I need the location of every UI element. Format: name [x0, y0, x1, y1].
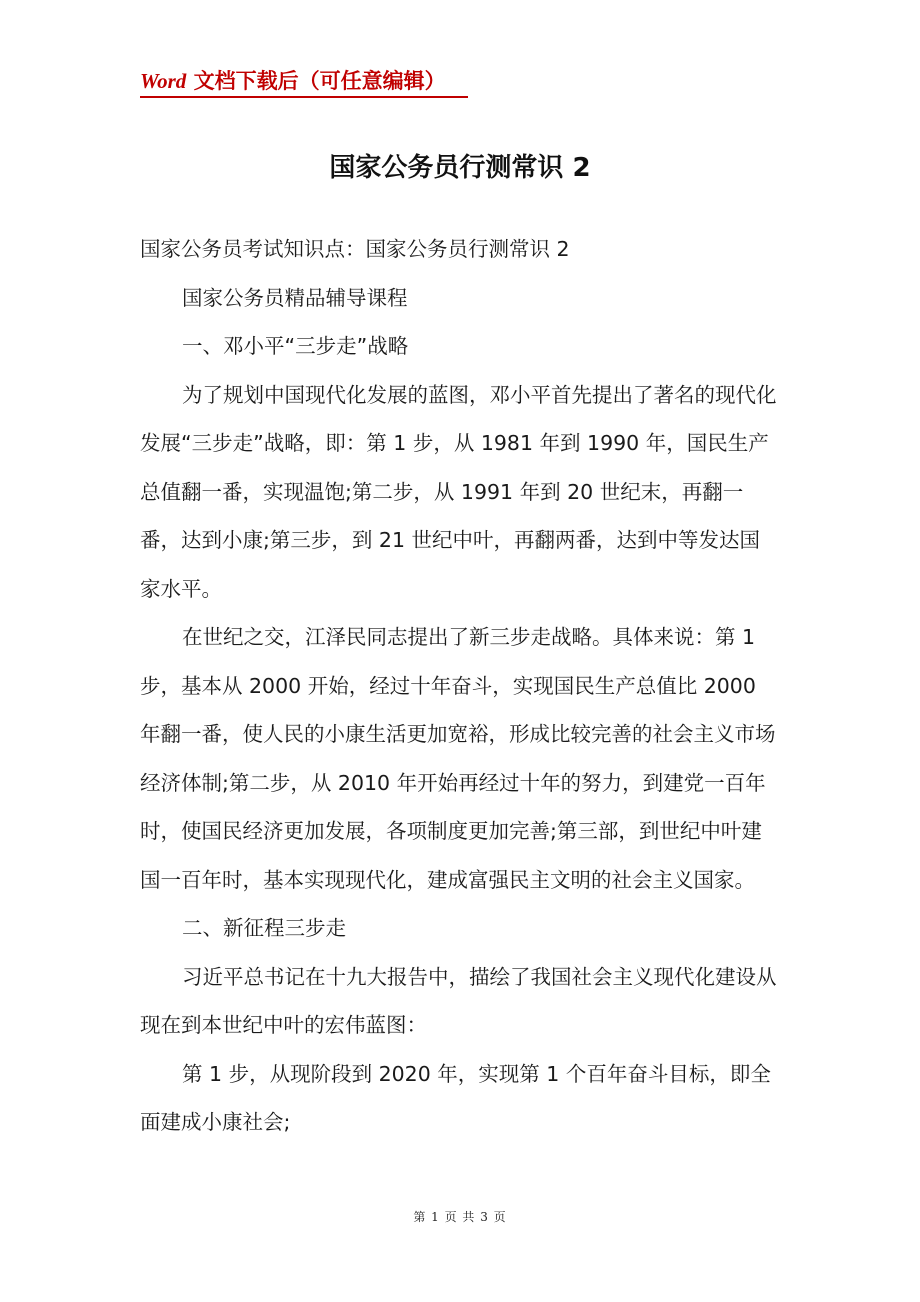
section-heading-1: 一、邓小平“三步走”战略 [182, 334, 409, 358]
paragraph: 习近平总书记在十九大报告中，描绘了我国社会主义现代化建设从现在到本世纪中叶的宏伟蓝图： [140, 964, 777, 1037]
header-rest: 文档下载后（可任意编辑） [186, 69, 446, 93]
paragraph-course: 国家公务员精品辅导课程 [182, 285, 408, 310]
section-heading-2: 二、新征程三步走 [182, 916, 346, 940]
paragraph: 第 1 步，从现阶段到 2020 年，实现第 1 个百年奋斗目标，即全面建成小康社会; [140, 1061, 771, 1134]
paragraph-intro: 国家公务员考试知识点：国家公务员行测常识 2 [140, 237, 570, 261]
paragraph: 在世纪之交，江泽民同志提出了新三步走战略。具体来说：第 1 步，基本从 2000 开始，经过十年奋斗，实现国民生产总值比 2000 年翻一番，使人民的小康生活更加宽裕，形成比较完善的社会主义市场经济体制;第二步，从 2010 年开始再经过十年的努力，到建党一百年时，使国民经济更加发展，各项制度更加完善;第三部，到世纪中叶建国一百年时，基本实现现代化，建成富强民主文明的社会主义国家。 [140, 625, 776, 892]
download-edit-link[interactable] [140, 66, 446, 96]
document-title: 国家公务员行测常识 2 [329, 153, 591, 183]
page-number: 第 1 页 共 3 页 [413, 1210, 507, 1224]
paragraph: 为了规划中国现代化发展的蓝图，邓小平首先提出了著名的现代化发展“三步走”战略，即：第 1 步，从 1981 年到 1990 年，国民生产总值翻一番，实现温饱;第二步，从 1991 年到 20 世纪末，再翻一番，达到小康;第三步，到 21 世纪中叶，再翻两番，达到中等发达国家水平。 [140, 382, 777, 601]
header-word: Word [140, 69, 187, 93]
header-underline [140, 96, 468, 98]
document-body [140, 225, 780, 1147]
